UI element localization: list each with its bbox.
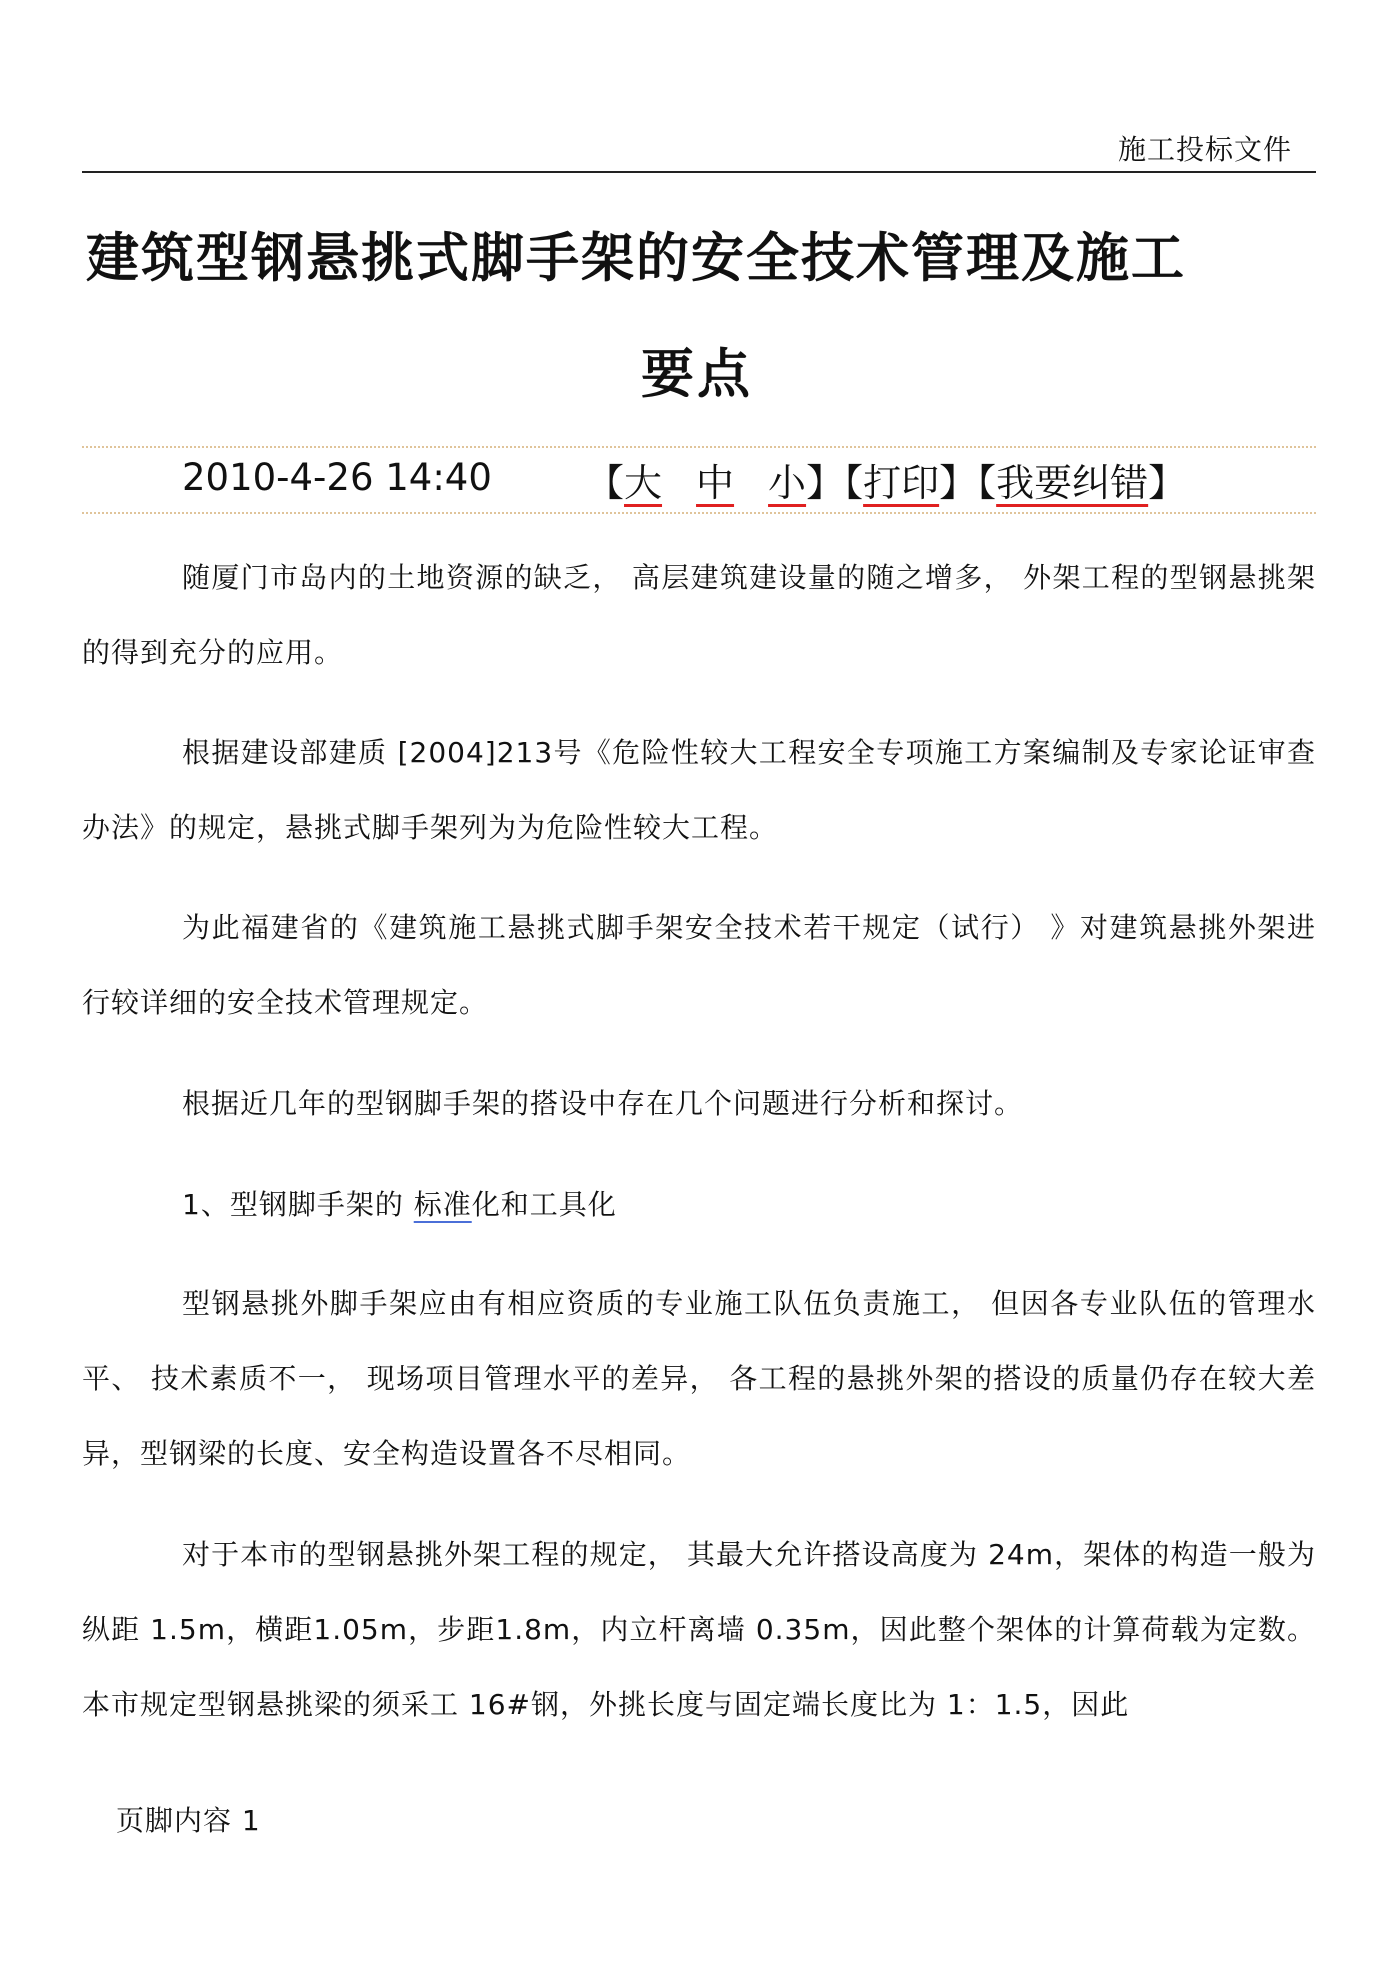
font-size-large-link[interactable]: 大	[624, 461, 663, 505]
paragraph-4: 根据近几年的型钢脚手架的搭设中存在几个问题进行分析和探讨。	[182, 1087, 1024, 1120]
paragraph-5: 型钢悬挑外脚手架应由有相应资质的专业施工队伍负责施工， 但因各专业队伍的管理水平、 技术素质不一， 现场项目管理水平的差异， 各工程的悬挑外架的搭设的质量仍存在较大差异，型钢梁的长度、安全构造设置各不尽相同。	[82, 1287, 1316, 1470]
bracket: 【	[586, 461, 625, 505]
meta-top-divider	[82, 446, 1316, 448]
print-link[interactable]: 打印	[863, 461, 940, 505]
meta-bottom-divider	[82, 512, 1316, 514]
paragraph-3: 为此福建省的《建筑施工悬挑式脚手架安全技术若干规定（试行） 》对建筑悬挑外架进行较详细的安全技术管理规定。	[82, 911, 1316, 1019]
font-size-small-link[interactable]: 小	[768, 461, 807, 505]
paragraph-1: 随厦门市岛内的土地资源的缺乏， 高层建筑建设量的随之增多， 外架工程的型钢悬挑架的得到充分的应用。	[82, 561, 1316, 669]
section-heading-prefix: 1、型钢脚手架的	[182, 1188, 414, 1221]
article-tools	[586, 452, 1186, 507]
article-title-line2: 要点	[641, 344, 753, 405]
bracket: 【	[844, 461, 864, 505]
bracket: 】	[939, 461, 978, 505]
paragraph-6: 对于本市的型钢悬挑外架工程的规定， 其最大允许搭设高度为 24m，架体的构造一般为纵距 1.5m，横距1.05m，步距1.8m，内立杆离墙 0.35m，因此整个架体的计算荷载为定数。本市规定型钢悬挑梁的须采工 16#钢，外挑长度与固定端长度比为 1：1.5，因此	[82, 1538, 1316, 1721]
article-title-line1: 建筑型钢悬挑式脚手架的安全技术管理及施工	[86, 228, 1186, 289]
bracket: 【	[977, 461, 997, 505]
document-type-header: 施工投标文件	[1118, 133, 1293, 166]
report-error-link[interactable]: 我要纠错	[996, 461, 1149, 505]
header-divider	[82, 171, 1316, 173]
section-heading-1	[182, 1183, 617, 1223]
page-footer: 页脚内容 1	[116, 1804, 261, 1837]
standard-link[interactable]: 标准	[413, 1188, 472, 1221]
font-size-medium-link[interactable]: 中	[696, 461, 735, 505]
publish-datetime: 2010-4-26 14:40	[182, 456, 492, 499]
paragraph-2: 根据建设部建质 [2004]213号《危险性较大工程安全专项施工方案编制及专家论证审查办法》的规定，悬挑式脚手架列为为危险性较大工程。	[82, 736, 1316, 844]
section-heading-suffix: 化和工具化	[471, 1188, 617, 1221]
bracket: 】	[806, 461, 845, 505]
bracket: 】	[1148, 461, 1187, 505]
